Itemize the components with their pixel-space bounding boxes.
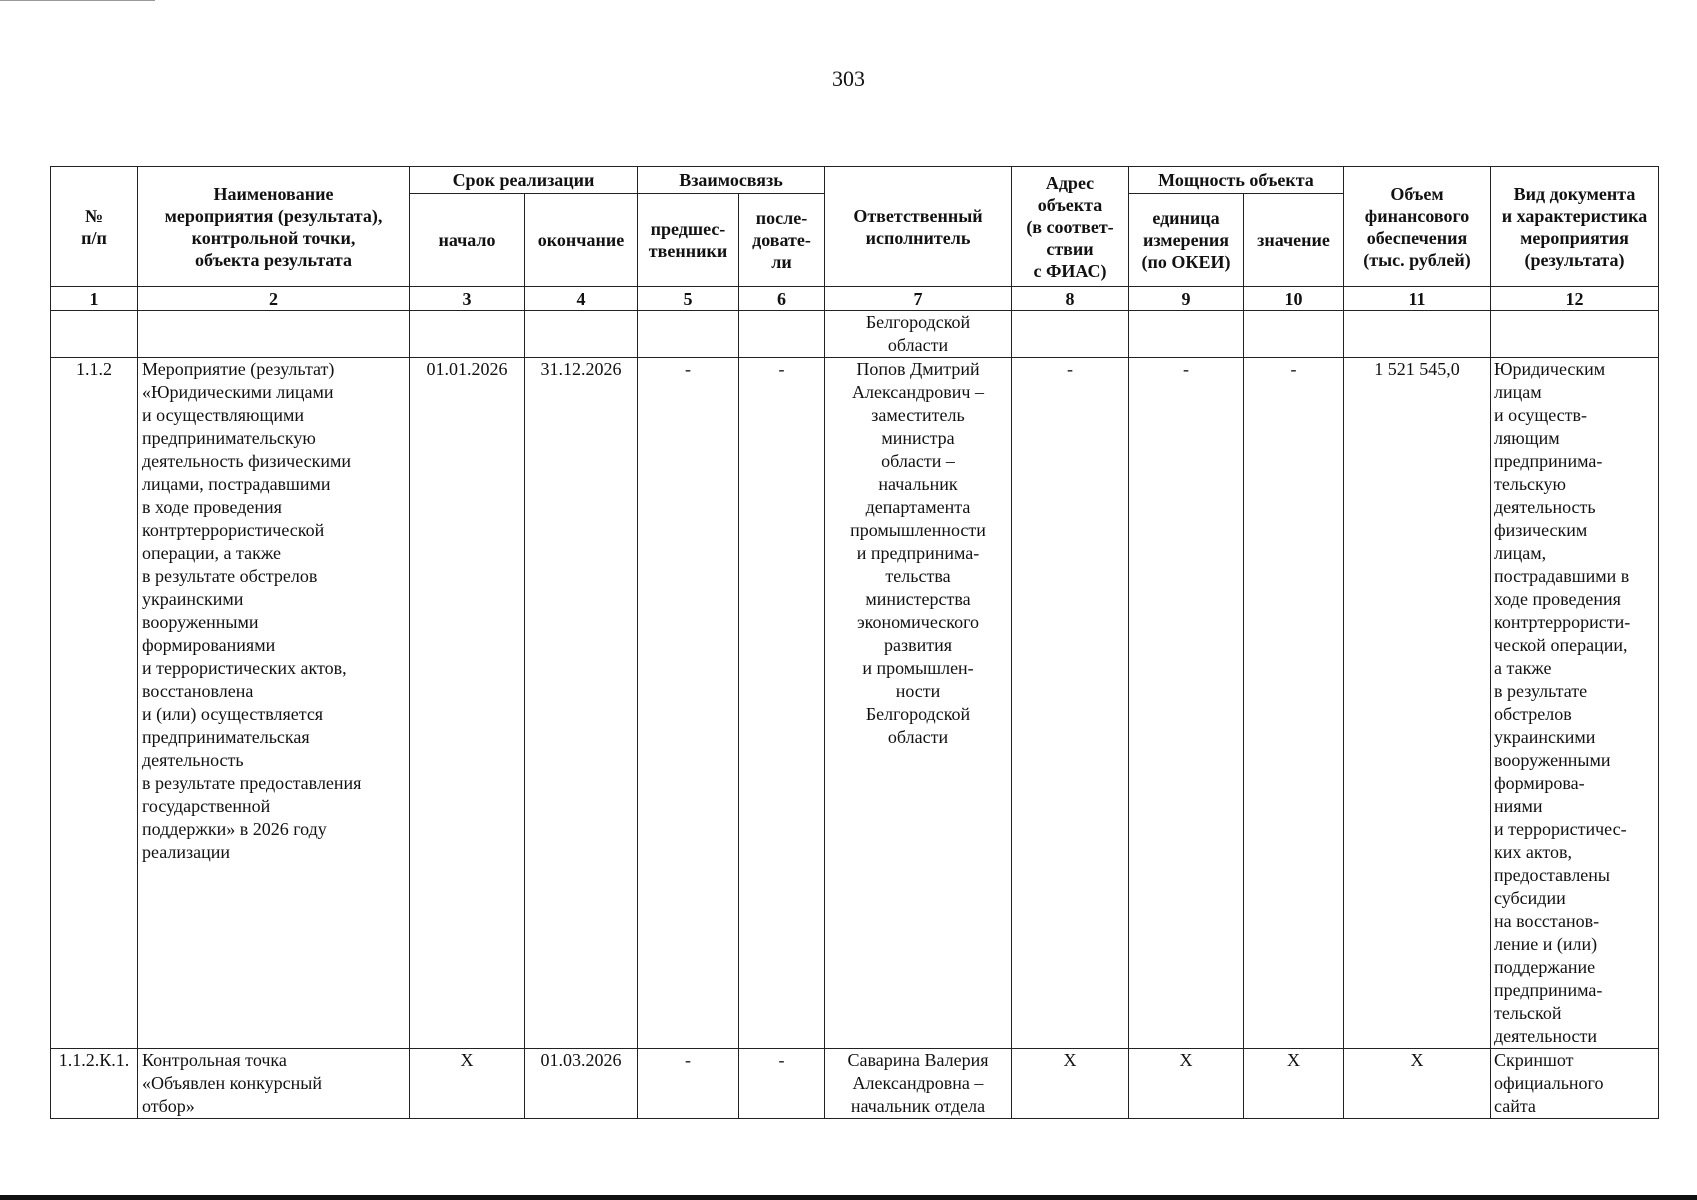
cell-next: - xyxy=(739,358,825,1049)
cell-name: Мероприятие (результат) «Юридическими лицами и осуществляющими предпринимательскую деятельность физическими лицами, пострадавшими в ходе проведения контртеррористической операции, а также в результате обстрелов украинскими вооруженными формированиями и террористических актов, восстановлена и (или) осуществляется предпринимательская деятельность в результате предоставления государственной поддержки» в 2026 году реализации xyxy=(138,358,410,1049)
column-number: 7 xyxy=(825,287,1012,311)
cell-start: X xyxy=(410,1049,525,1119)
plan-table xyxy=(50,166,1659,1119)
cell-empty xyxy=(1129,311,1244,358)
scan-bottom-edge xyxy=(0,1195,1697,1200)
table-row xyxy=(51,358,1659,1049)
cell-value: - xyxy=(1244,358,1344,1049)
cell-empty xyxy=(638,311,739,358)
cell-responsible: Попов Дмитрий Александрович – заместитель министра области – начальник департамента промышленности и предпринима- тельства министерства экономического развития и промышлен- ности Белгородской области xyxy=(825,358,1012,1049)
cell-num: 1.1.2 xyxy=(51,358,138,1049)
header-capacity-unit: единица измерения (по ОКЕИ) xyxy=(1129,194,1244,287)
header-term-end: окончание xyxy=(525,194,638,287)
cell-start: 01.01.2026 xyxy=(410,358,525,1049)
header-capacity: Мощность объекта xyxy=(1129,167,1344,194)
header-finance: Объем финансового обеспечения (тыс. рублей) xyxy=(1344,167,1491,287)
column-number: 10 xyxy=(1244,287,1344,311)
cell-empty xyxy=(138,311,410,358)
cell-pred: - xyxy=(638,358,739,1049)
cell-empty xyxy=(1012,311,1129,358)
header-num: № п/п xyxy=(51,167,138,287)
cell-end: 01.03.2026 xyxy=(525,1049,638,1119)
column-number: 11 xyxy=(1344,287,1491,311)
cell-responsible: Белгородской области xyxy=(825,311,1012,358)
cell-empty xyxy=(1344,311,1491,358)
column-number: 5 xyxy=(638,287,739,311)
header-doc-type: Вид документа и характеристика мероприятия (результата) xyxy=(1491,167,1659,287)
column-number: 2 xyxy=(138,287,410,311)
cell-address: - xyxy=(1012,358,1129,1049)
cell-finance: X xyxy=(1344,1049,1491,1119)
cell-doc: Скриншот официального сайта xyxy=(1491,1049,1659,1119)
column-number: 4 xyxy=(525,287,638,311)
column-number: 8 xyxy=(1012,287,1129,311)
header-name: Наименование мероприятия (результата), контрольной точки, объекта результата xyxy=(138,167,410,287)
page-number: 303 xyxy=(832,66,865,91)
header-relation-next: после- довате- ли xyxy=(739,194,825,287)
cell-num: 1.1.2.К.1. xyxy=(51,1049,138,1119)
cell-empty xyxy=(1244,311,1344,358)
cell-address: X xyxy=(1012,1049,1129,1119)
table-row xyxy=(51,1049,1659,1119)
cell-empty xyxy=(525,311,638,358)
cell-empty xyxy=(739,311,825,358)
cell-doc: Юридическим лицам и осуществ- ляющим предпринима- тельскую деятельность физическим лицам, пострадавшими в ходе проведения контртеррористи- ческой операции, а также в результате обстрелов украинскими вооруженными формирова- ниями и террористичес- ких актов, предоставлены субсидии на восстанов- ление и (или) поддержание предпринима- тельской деятельности xyxy=(1491,358,1659,1049)
column-number: 12 xyxy=(1491,287,1659,311)
cell-empty xyxy=(51,311,138,358)
cell-name: Контрольная точка «Объявлен конкурсный отбор» xyxy=(138,1049,410,1119)
column-number: 3 xyxy=(410,287,525,311)
cell-next: - xyxy=(739,1049,825,1119)
column-number: 1 xyxy=(51,287,138,311)
header-term-start: начало xyxy=(410,194,525,287)
cell-end: 31.12.2026 xyxy=(525,358,638,1049)
cell-pred: - xyxy=(638,1049,739,1119)
scan-edge-line xyxy=(0,0,155,1)
table-row-continuation xyxy=(51,311,1659,358)
header-term: Срок реализации xyxy=(410,167,638,194)
cell-unit: X xyxy=(1129,1049,1244,1119)
header-relation-pred: предшес- твенники xyxy=(638,194,739,287)
column-number: 9 xyxy=(1129,287,1244,311)
header-address: Адрес объекта (в соответ- ствии с ФИАС) xyxy=(1012,167,1129,287)
header-relation: Взаимосвязь xyxy=(638,167,825,194)
column-number: 6 xyxy=(739,287,825,311)
cell-responsible: Саварина Валерия Александровна – начальник отдела xyxy=(825,1049,1012,1119)
cell-unit: - xyxy=(1129,358,1244,1049)
cell-empty xyxy=(1491,311,1659,358)
cell-finance: 1 521 545,0 xyxy=(1344,358,1491,1049)
cell-empty xyxy=(410,311,525,358)
cell-value: X xyxy=(1244,1049,1344,1119)
header-capacity-value: значение xyxy=(1244,194,1344,287)
header-responsible: Ответственный исполнитель xyxy=(825,167,1012,287)
